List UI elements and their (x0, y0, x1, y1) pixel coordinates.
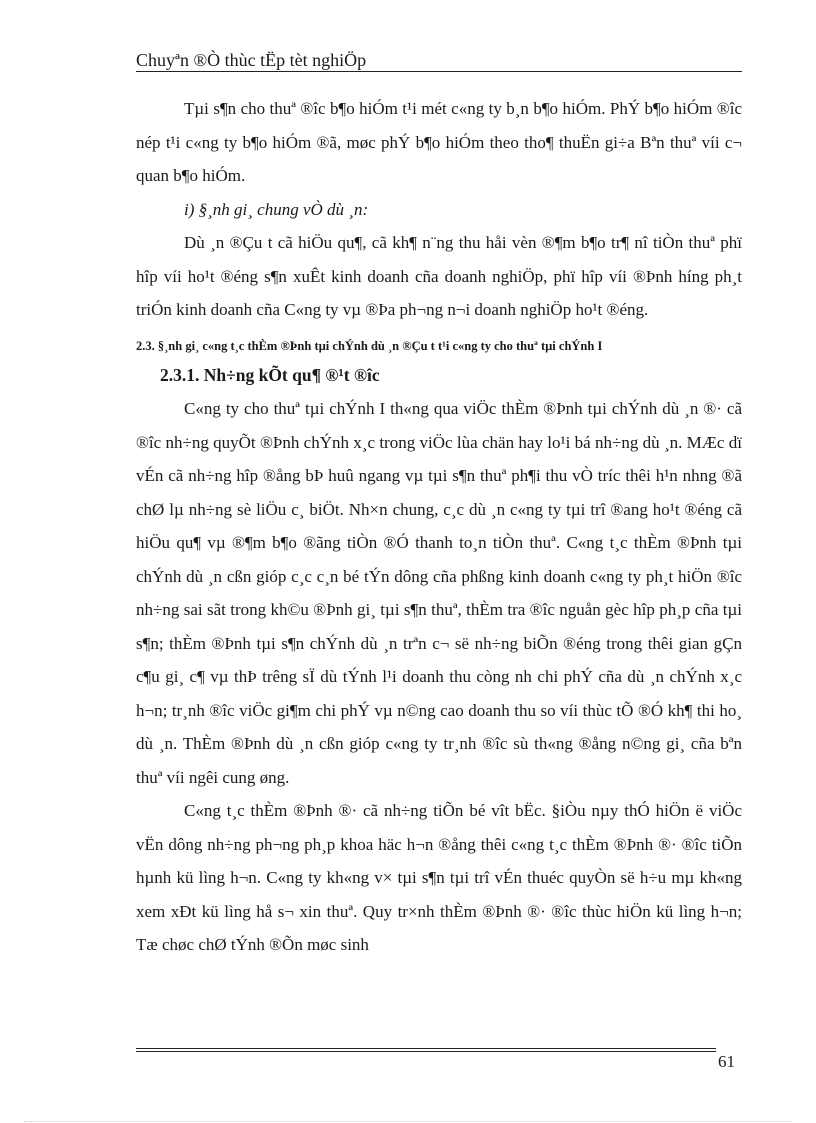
page-number: 61 (718, 1052, 735, 1071)
body-text (136, 92, 742, 962)
paragraph-results: C«ng ty cho thuª tµi chÝnh I th«ng qua viÖc thÈm ®Þnh tµi chÝnh dù ¸n ®· cã ®îc nh÷ng quyÕt ®Þnh chÝnh x¸c trong viÖc lùa chän hay lo¹i bá nh÷ng dù ¸n. MÆc dï vÉn cã nh÷ng hîp ®ång bÞ huû ngang vµ tµi s¶n thuª ph¶i thu vÒ tríc thêi h¹n nhng ®ã chØ lµ nh÷ng sè liÖu c¸ biÖt. Nh×n chung, c¸c dù ¸n c«ng ty tµi trî ®ang ho¹t ®éng cã hiÖu qu¶ vµ ®¶m b¶o ®ãng tiÒn ®Ó thanh to¸n tiÒn thuª. C«ng t¸c thÈm ®Þnh tµi chÝnh dù ¸n cßn gióp c¸c c¸n bé tÝn dông cña phßng kinh doanh c«ng ty ph¸t hiÖn ®îc nh÷ng sai sãt trong kh©u ®Þnh gi¸ tµi s¶n thuª, thÈm tra ®îc nguån gèc hîp ph¸p cña tµi s¶n; thÈm ®Þnh tµi s¶n chÝnh dù ¸n trªn c¬ së nh÷ng biÕn ®éng trong thêi gian gÇn c¶u gi¸ c¶ vµ thÞ trêng sÏ dù tÝnh l¹i doanh thu còng nh chi phÝ cña dù ¸n chÝnh x¸c h¬n; tr¸nh ®îc viÖc gi¶m chi phÝ vµ n©ng cao doanh thu so víi thùc tÕ ®Ó kh¶ thi ho¸ dù ¸n. ThÈm ®Þnh dù ¸n cßn gióp c«ng ty tr¸nh ®îc sù th«ng ®ång n©ng gi¸ cña bªn thuª víi ngêi cung øng. (136, 399, 742, 787)
header-title: Chuyªn ®Ò thùc tËp tèt nghiÖp (136, 50, 367, 70)
subsection-heading: 2.3.1. Nh÷ng kÕt qu¶ ®¹t ®îc (160, 364, 380, 385)
page-edge-divider (24, 1121, 792, 1122)
section-heading: 2.3. §¸nh gi¸ c«ng t¸c thÈm ®Þnh tµi chÝnh dù ¸n ®Çu t t¹i c«ng ty cho thuª tµi chÝnh I (136, 338, 603, 353)
footer-rule-bottom (136, 1051, 716, 1052)
paragraph-assessment: Dù ¸n ®Çu t cã hiÖu qu¶, cã kh¶ n¨ng thu håi vèn ®¶m b¶o tr¶ nî tiÒn thuª phï hîp víi ho¹t ®éng s¶n xuÊt kinh doanh cña doanh nghiÖp, phï hîp víi ®Þnh híng ph¸t triÓn kinh doanh cña C«ng ty vµ ®Þa ph¬ng n¬i doanh nghiÖp ho¹t ®éng. (136, 233, 742, 319)
paragraph-insurance: Tµi s¶n cho thuª ®îc b¶o hiÓm t¹i mét c«ng ty b¸n b¶o hiÓm. PhÝ b¶o hiÓm ®îc nép t¹i c«ng ty b¶o hiÓm ®ã, møc phÝ b¶o hiÓm theo tho¶ thuËn gi÷a Bªn thuª víi c¬ quan b¶o hiÓm. (136, 99, 742, 185)
paragraph-progress: C«ng t¸c thÈm ®Þnh ®· cã nh÷ng tiÕn bé vît bËc. §iÒu nµy thÓ hiÖn ë viÖc vËn dông nh÷ng ph¬ng ph¸p khoa häc h¬n ®ång thêi c«ng t¸c thÈm ®Þnh ®· ®îc tiÕn hµnh kü lìng h¬n. C«ng ty kh«ng v× tµi s¶n tµi trî vÉn thuéc quyÒn së h÷u mµ kh«ng xem xÐt kü lìng hå s¬ xin thuª. Quy tr×nh thÈm ®Þnh ®· ®îc thùc hiÖn kü lìng h¬n; Tæ chøc chØ tÝnh ®Õn møc sinh (136, 801, 742, 954)
footer-rule-top (136, 1048, 716, 1049)
header-rule (136, 71, 742, 72)
subheading-assessment: i) §¸nh gi¸ chung vÒ dù ¸n: (184, 199, 369, 219)
